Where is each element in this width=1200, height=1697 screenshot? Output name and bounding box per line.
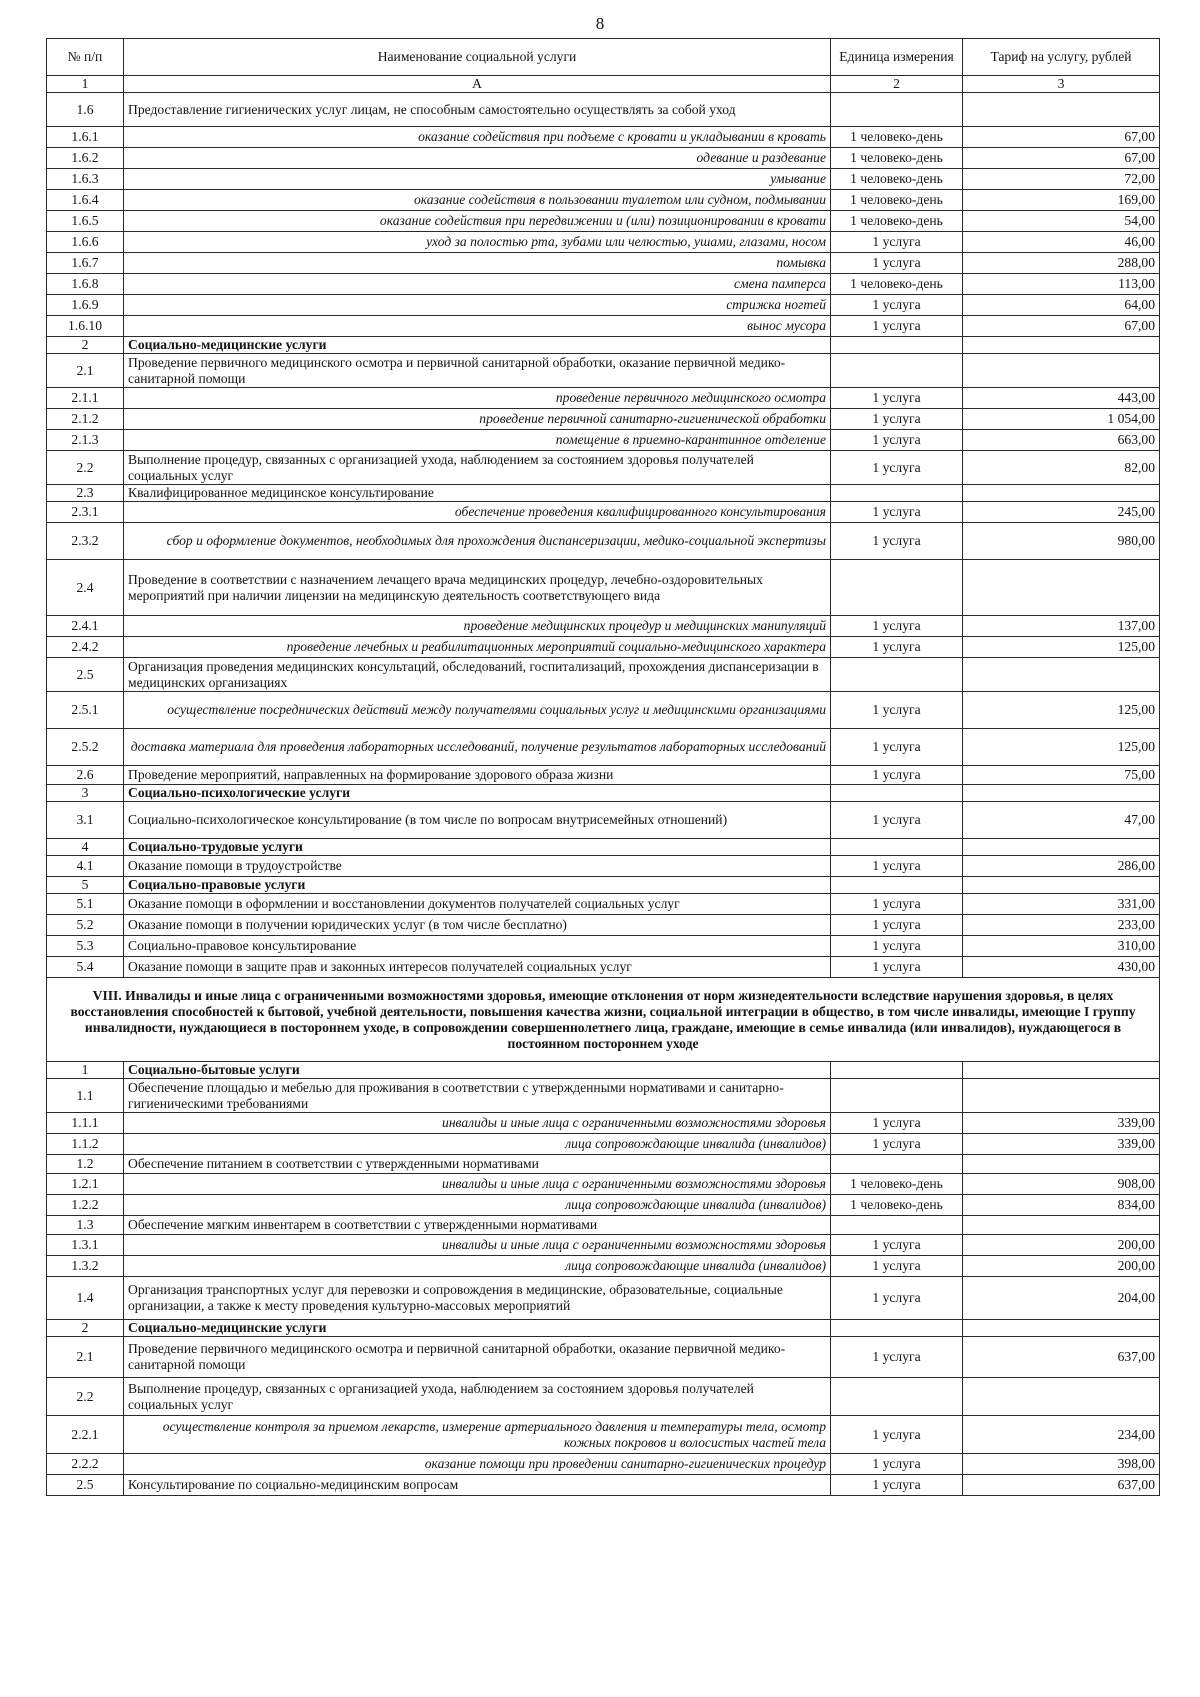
table-row	[47, 1378, 1160, 1416]
unit-of-measure	[831, 93, 963, 127]
row-number: 2.3.1	[47, 502, 124, 523]
unit-of-measure: 1 услуга	[831, 692, 963, 729]
tariff-value: 72,00	[963, 169, 1160, 190]
table-row	[47, 957, 1160, 978]
unit-of-measure: 1 человеко-день	[831, 148, 963, 169]
table-row	[47, 1235, 1160, 1256]
table-row	[47, 316, 1160, 337]
tariff-value: 331,00	[963, 894, 1160, 915]
unit-of-measure: 1 человеко-день	[831, 1195, 963, 1216]
tariff-value: 169,00	[963, 190, 1160, 211]
row-number: 2.2	[47, 1378, 124, 1416]
table-row	[47, 127, 1160, 148]
column-index-number: 1	[47, 76, 124, 93]
table-row	[47, 148, 1160, 169]
header-unit: Единица измерения	[831, 39, 963, 76]
service-name: обеспечение проведения квалифицированного консультирования	[124, 502, 831, 523]
tariff-value: 67,00	[963, 316, 1160, 337]
service-name: проведение медицинских процедур и медицинских манипуляций	[124, 616, 831, 637]
row-number: 1.2.1	[47, 1174, 124, 1195]
tariff-value: 234,00	[963, 1416, 1160, 1454]
table-row	[47, 802, 1160, 839]
tariff-value: 339,00	[963, 1134, 1160, 1155]
service-name: Социально-психологические услуги	[124, 785, 831, 802]
unit-of-measure	[831, 560, 963, 616]
unit-of-measure: 1 человеко-день	[831, 169, 963, 190]
table-row	[47, 1113, 1160, 1134]
row-number: 1.6.10	[47, 316, 124, 337]
service-name: Оказание помощи в защите прав и законных интересов получателей социальных услуг	[124, 957, 831, 978]
unit-of-measure	[831, 839, 963, 856]
tariff-value: 288,00	[963, 253, 1160, 274]
row-number: 2	[47, 337, 124, 354]
tariff-value	[963, 1378, 1160, 1416]
row-number: 1.6.3	[47, 169, 124, 190]
service-name: стрижка ногтей	[124, 295, 831, 316]
row-number: 1.6.8	[47, 274, 124, 295]
table-row	[47, 409, 1160, 430]
service-name: помещение в приемно-карантинное отделение	[124, 430, 831, 451]
header-service-name: Наименование социальной услуги	[124, 39, 831, 76]
service-name: Социально-психологическое консультирование (в том числе по вопросам внутрисемейных отношений)	[124, 802, 831, 839]
tariff-value: 82,00	[963, 451, 1160, 485]
page-number: 8	[595, 14, 605, 33]
unit-of-measure: 1 услуга	[831, 1454, 963, 1475]
row-number: 2	[47, 1320, 124, 1337]
tariff-value	[963, 1155, 1160, 1174]
tariff-value: 663,00	[963, 430, 1160, 451]
service-name: Оказание помощи в получении юридических услуг (в том числе бесплатно)	[124, 915, 831, 936]
row-number: 1.1	[47, 1079, 124, 1113]
tariff-value: 67,00	[963, 148, 1160, 169]
unit-of-measure: 1 услуга	[831, 451, 963, 485]
service-name: Социально-медицинские услуги	[124, 1320, 831, 1337]
service-name: проведение первичного медицинского осмотра	[124, 388, 831, 409]
tariff-value: 64,00	[963, 295, 1160, 316]
row-number: 4	[47, 839, 124, 856]
unit-of-measure	[831, 1079, 963, 1113]
unit-of-measure: 1 услуга	[831, 915, 963, 936]
row-number: 1.6.1	[47, 127, 124, 148]
service-name: Оказание помощи в трудоустройстве	[124, 856, 831, 877]
service-name: сбор и оформление документов, необходимых для прохождения диспансеризации, медико-социальной экспертизы	[124, 523, 831, 560]
unit-of-measure: 1 услуга	[831, 936, 963, 957]
service-name: Предоставление гигиенических услуг лицам, не способным самостоятельно осуществлять за собой уход	[124, 93, 831, 127]
unit-of-measure: 1 услуга	[831, 1256, 963, 1277]
row-number: 1.3	[47, 1216, 124, 1235]
service-name: Выполнение процедур, связанных с организацией ухода, наблюдением за состоянием здоровья получателей социальных услуг	[124, 451, 831, 485]
service-name: Проведение первичного медицинского осмотра и первичной санитарной обработки, оказание первичной медико-санитарной помощи	[124, 354, 831, 388]
row-number: 1.1.2	[47, 1134, 124, 1155]
row-number: 1.1.1	[47, 1113, 124, 1134]
row-number: 2.4.1	[47, 616, 124, 637]
tariff-value	[963, 877, 1160, 894]
table-row	[47, 1337, 1160, 1378]
tariff-value: 233,00	[963, 915, 1160, 936]
table-header-row	[47, 39, 1160, 76]
table-row	[47, 211, 1160, 232]
row-number: 2.2.2	[47, 1454, 124, 1475]
service-name: Социально-правовые услуги	[124, 877, 831, 894]
unit-of-measure	[831, 485, 963, 502]
service-name: Выполнение процедур, связанных с организацией ухода, наблюдением за состоянием здоровья получателей социальных услуг	[124, 1378, 831, 1416]
row-number: 1	[47, 1062, 124, 1079]
service-name: оказание содействия при передвижении и (или) позиционировании в кровати	[124, 211, 831, 232]
table-row	[47, 1454, 1160, 1475]
table-row	[47, 274, 1160, 295]
row-number: 1.6.9	[47, 295, 124, 316]
tariff-value: 204,00	[963, 1277, 1160, 1320]
table-row	[47, 1320, 1160, 1337]
service-name: умывание	[124, 169, 831, 190]
column-index-name: А	[124, 76, 831, 93]
service-name: помывка	[124, 253, 831, 274]
service-name: оказание содействия в пользовании туалетом или судном, подмывании	[124, 190, 831, 211]
table-row	[47, 430, 1160, 451]
row-number: 1.6.6	[47, 232, 124, 253]
tariff-value: 443,00	[963, 388, 1160, 409]
row-number: 2.5	[47, 1475, 124, 1496]
unit-of-measure: 1 человеко-день	[831, 127, 963, 148]
table-row	[47, 1134, 1160, 1155]
tariff-value: 54,00	[963, 211, 1160, 232]
row-number: 2.3	[47, 485, 124, 502]
service-name: Организация транспортных услуг для перевозки и сопровождения в медицинские, образовательные, социальные организации, а также к месту проведения культурно-массовых мероприятий	[124, 1277, 831, 1320]
table-row	[47, 877, 1160, 894]
service-name: Обеспечение питанием в соответствии с утвержденными нормативами	[124, 1155, 831, 1174]
header-tariff: Тариф на услугу, рублей	[963, 39, 1160, 76]
tariff-value: 125,00	[963, 637, 1160, 658]
unit-of-measure: 1 услуга	[831, 894, 963, 915]
unit-of-measure: 1 человеко-день	[831, 190, 963, 211]
unit-of-measure: 1 человеко-день	[831, 211, 963, 232]
service-name: Социально-правовое консультирование	[124, 936, 831, 957]
unit-of-measure: 1 услуга	[831, 1235, 963, 1256]
tariff-value	[963, 1216, 1160, 1235]
service-name: проведение первичной санитарно-гигиенической обработки	[124, 409, 831, 430]
tariff-table	[46, 38, 1160, 1496]
row-number: 1.2.2	[47, 1195, 124, 1216]
table-row	[47, 1079, 1160, 1113]
tariff-value: 980,00	[963, 523, 1160, 560]
tariff-value	[963, 485, 1160, 502]
row-number: 1.2	[47, 1155, 124, 1174]
table-row	[47, 1216, 1160, 1235]
tariff-value	[963, 785, 1160, 802]
tariff-value	[963, 839, 1160, 856]
section-heading-row	[47, 978, 1160, 1062]
row-number: 3.1	[47, 802, 124, 839]
service-name: Квалифицированное медицинское консультирование	[124, 485, 831, 502]
row-number: 1.6.5	[47, 211, 124, 232]
table-row	[47, 1174, 1160, 1195]
row-number: 1.3.1	[47, 1235, 124, 1256]
tariff-value: 200,00	[963, 1235, 1160, 1256]
unit-of-measure: 1 человеко-день	[831, 1174, 963, 1195]
unit-of-measure	[831, 877, 963, 894]
unit-of-measure: 1 услуга	[831, 232, 963, 253]
service-name: Организация проведения медицинских консультаций, обследований, госпитализаций, прохождения диспансеризации в медицинских организациях	[124, 658, 831, 692]
service-name: лица сопровождающие инвалида (инвалидов)	[124, 1256, 831, 1277]
row-number: 3	[47, 785, 124, 802]
row-number: 5.1	[47, 894, 124, 915]
row-number: 2.6	[47, 766, 124, 785]
row-number: 1.3.2	[47, 1256, 124, 1277]
service-name: оказание помощи при проведении санитарно-гигиенических процедур	[124, 1454, 831, 1475]
tariff-value: 245,00	[963, 502, 1160, 523]
tariff-value: 1 054,00	[963, 409, 1160, 430]
row-number: 5.4	[47, 957, 124, 978]
service-name: Социально-трудовые услуги	[124, 839, 831, 856]
service-name: проведение лечебных и реабилитационных мероприятий социально-медицинского характера	[124, 637, 831, 658]
tariff-value	[963, 93, 1160, 127]
service-name: инвалиды и иные лица с ограниченными возможностями здоровья	[124, 1174, 831, 1195]
row-number: 2.4	[47, 560, 124, 616]
unit-of-measure: 1 услуга	[831, 409, 963, 430]
tariff-value: 125,00	[963, 729, 1160, 766]
row-number: 1.6.7	[47, 253, 124, 274]
row-number: 5.2	[47, 915, 124, 936]
table-row	[47, 856, 1160, 877]
unit-of-measure	[831, 1155, 963, 1174]
tariff-value	[963, 1062, 1160, 1079]
tariff-value: 430,00	[963, 957, 1160, 978]
table-row	[47, 894, 1160, 915]
table-row	[47, 729, 1160, 766]
unit-of-measure: 1 услуга	[831, 1337, 963, 1378]
service-name: Проведение мероприятий, направленных на формирование здорового образа жизни	[124, 766, 831, 785]
tariff-value: 637,00	[963, 1337, 1160, 1378]
service-name: инвалиды и иные лица с ограниченными возможностями здоровья	[124, 1235, 831, 1256]
service-name: Обеспечение мягким инвентарем в соответствии с утвержденными нормативами	[124, 1216, 831, 1235]
row-number: 2.2.1	[47, 1416, 124, 1454]
unit-of-measure: 1 услуга	[831, 856, 963, 877]
service-name: осуществление посреднических действий между получателями социальных услуг и медицинскими организациями	[124, 692, 831, 729]
table-row	[47, 766, 1160, 785]
table-row	[47, 658, 1160, 692]
table-row	[47, 839, 1160, 856]
row-number: 2.1	[47, 1337, 124, 1378]
unit-of-measure	[831, 658, 963, 692]
row-number: 2.5.1	[47, 692, 124, 729]
table-row	[47, 1256, 1160, 1277]
unit-of-measure: 1 услуга	[831, 1475, 963, 1496]
unit-of-measure: 1 услуга	[831, 430, 963, 451]
table-row	[47, 93, 1160, 127]
service-name: Социально-бытовые услуги	[124, 1062, 831, 1079]
service-name: инвалиды и иные лица с ограниченными возможностями здоровья	[124, 1113, 831, 1134]
tariff-value: 46,00	[963, 232, 1160, 253]
service-name: осуществление контроля за приемом лекарств, измерение артериального давления и температуры тела, осмотр кожных покровов и волосистых частей тела	[124, 1416, 831, 1454]
column-index-tariff: 3	[963, 76, 1160, 93]
service-name: доставка материала для проведения лабораторных исследований, получение результатов лабораторных исследований	[124, 729, 831, 766]
table-row	[47, 915, 1160, 936]
table-row	[47, 936, 1160, 957]
tariff-value: 113,00	[963, 274, 1160, 295]
tariff-value: 286,00	[963, 856, 1160, 877]
service-name: одевание и раздевание	[124, 148, 831, 169]
unit-of-measure: 1 услуга	[831, 1416, 963, 1454]
unit-of-measure: 1 услуга	[831, 957, 963, 978]
header-number: № п/п	[47, 39, 124, 76]
table-row	[47, 616, 1160, 637]
table-row	[47, 1155, 1160, 1174]
table-row	[47, 232, 1160, 253]
unit-of-measure: 1 услуга	[831, 729, 963, 766]
row-number: 1.6.2	[47, 148, 124, 169]
service-name: лица сопровождающие инвалида (инвалидов)	[124, 1134, 831, 1155]
unit-of-measure	[831, 1062, 963, 1079]
service-name: смена памперса	[124, 274, 831, 295]
tariff-value: 137,00	[963, 616, 1160, 637]
table-row	[47, 502, 1160, 523]
table-row	[47, 560, 1160, 616]
table-row	[47, 295, 1160, 316]
tariff-value: 834,00	[963, 1195, 1160, 1216]
service-name: Проведение первичного медицинского осмотра и первичной санитарной обработки, оказание первичной медико-санитарной помощи	[124, 1337, 831, 1378]
unit-of-measure	[831, 1216, 963, 1235]
tariff-value	[963, 658, 1160, 692]
column-index-unit: 2	[831, 76, 963, 93]
row-number: 2.1.2	[47, 409, 124, 430]
tariff-value: 200,00	[963, 1256, 1160, 1277]
row-number: 1.4	[47, 1277, 124, 1320]
service-name: Социально-медицинские услуги	[124, 337, 831, 354]
service-name: Обеспечение площадью и мебелью для проживания в соответствии с утвержденными нормативами и санитарно-гигиеническими требованиями	[124, 1079, 831, 1113]
tariff-value: 339,00	[963, 1113, 1160, 1134]
unit-of-measure: 1 услуга	[831, 502, 963, 523]
table-row	[47, 1195, 1160, 1216]
row-number: 2.1.1	[47, 388, 124, 409]
row-number: 2.3.2	[47, 523, 124, 560]
unit-of-measure: 1 услуга	[831, 388, 963, 409]
row-number: 1.6	[47, 93, 124, 127]
tariff-value	[963, 1320, 1160, 1337]
tariff-value	[963, 354, 1160, 388]
table-row	[47, 1277, 1160, 1320]
unit-of-measure: 1 услуга	[831, 616, 963, 637]
table-row	[47, 337, 1160, 354]
unit-of-measure: 1 услуга	[831, 802, 963, 839]
table-row	[47, 523, 1160, 560]
table-row	[47, 253, 1160, 274]
row-number: 5	[47, 877, 124, 894]
unit-of-measure	[831, 354, 963, 388]
row-number: 2.1	[47, 354, 124, 388]
tariff-value: 47,00	[963, 802, 1160, 839]
row-number: 2.1.3	[47, 430, 124, 451]
tariff-value: 908,00	[963, 1174, 1160, 1195]
unit-of-measure: 1 услуга	[831, 766, 963, 785]
table-row	[47, 785, 1160, 802]
table-row	[47, 1475, 1160, 1496]
table-row	[47, 485, 1160, 502]
table-row	[47, 451, 1160, 485]
row-number: 2.5.2	[47, 729, 124, 766]
table-row	[47, 637, 1160, 658]
tariff-value: 67,00	[963, 127, 1160, 148]
table-row	[47, 354, 1160, 388]
row-number: 4.1	[47, 856, 124, 877]
table-row	[47, 388, 1160, 409]
unit-of-measure	[831, 1378, 963, 1416]
unit-of-measure: 1 услуга	[831, 253, 963, 274]
tariff-value: 125,00	[963, 692, 1160, 729]
service-name: оказание содействия при подъеме с кровати и укладывании в кровать	[124, 127, 831, 148]
unit-of-measure: 1 человеко-день	[831, 274, 963, 295]
row-number: 2.5	[47, 658, 124, 692]
service-name: уход за полостью рта, зубами или челюстью, ушами, глазами, носом	[124, 232, 831, 253]
unit-of-measure	[831, 1320, 963, 1337]
unit-of-measure: 1 услуга	[831, 1277, 963, 1320]
service-name: Оказание помощи в оформлении и восстановлении документов получателей социальных услуг	[124, 894, 831, 915]
row-number: 2.4.2	[47, 637, 124, 658]
row-number: 1.6.4	[47, 190, 124, 211]
table-row	[47, 692, 1160, 729]
row-number: 2.2	[47, 451, 124, 485]
column-index-row	[47, 76, 1160, 93]
row-number: 5.3	[47, 936, 124, 957]
service-name: вынос мусора	[124, 316, 831, 337]
unit-of-measure: 1 услуга	[831, 316, 963, 337]
service-name: Проведение в соответствии с назначением лечащего врача медицинских процедур, лечебно-оздоровительных мероприятий при наличии лицензии на медицинскую деятельность соответствующего вида	[124, 560, 831, 616]
tariff-value	[963, 1079, 1160, 1113]
tariff-value: 398,00	[963, 1454, 1160, 1475]
tariff-value: 637,00	[963, 1475, 1160, 1496]
unit-of-measure: 1 услуга	[831, 295, 963, 316]
unit-of-measure: 1 услуга	[831, 523, 963, 560]
section-heading: VIII. Инвалиды и иные лица с ограниченными возможностями здоровья, имеющие отклонения от норм жизнедеятельности вследствие нарушения здоровья, в целях восстановления способностей к бытовой, учебной деятельности, повышения качества жизни, социальной интеграции в общество, в том числе инвалиды, имеющие I группу инвалидности, нуждающиеся в постороннем уходе, в сопровождении совершеннолетнего лица, граждане, имеющие в семье инвалида (или инвалидов), нуждающегося в постоянном постороннем уходе	[47, 978, 1160, 1062]
table-row	[47, 190, 1160, 211]
unit-of-measure	[831, 785, 963, 802]
table-row	[47, 1416, 1160, 1454]
unit-of-measure: 1 услуга	[831, 637, 963, 658]
tariff-value: 75,00	[963, 766, 1160, 785]
tariff-value: 310,00	[963, 936, 1160, 957]
tariff-value	[963, 560, 1160, 616]
tariff-value	[963, 337, 1160, 354]
unit-of-measure: 1 услуга	[831, 1134, 963, 1155]
unit-of-measure: 1 услуга	[831, 1113, 963, 1134]
service-name: лица сопровождающие инвалида (инвалидов)	[124, 1195, 831, 1216]
table-row	[47, 1062, 1160, 1079]
unit-of-measure	[831, 337, 963, 354]
service-name: Консультирование по социально-медицинским вопросам	[124, 1475, 831, 1496]
table-row	[47, 169, 1160, 190]
